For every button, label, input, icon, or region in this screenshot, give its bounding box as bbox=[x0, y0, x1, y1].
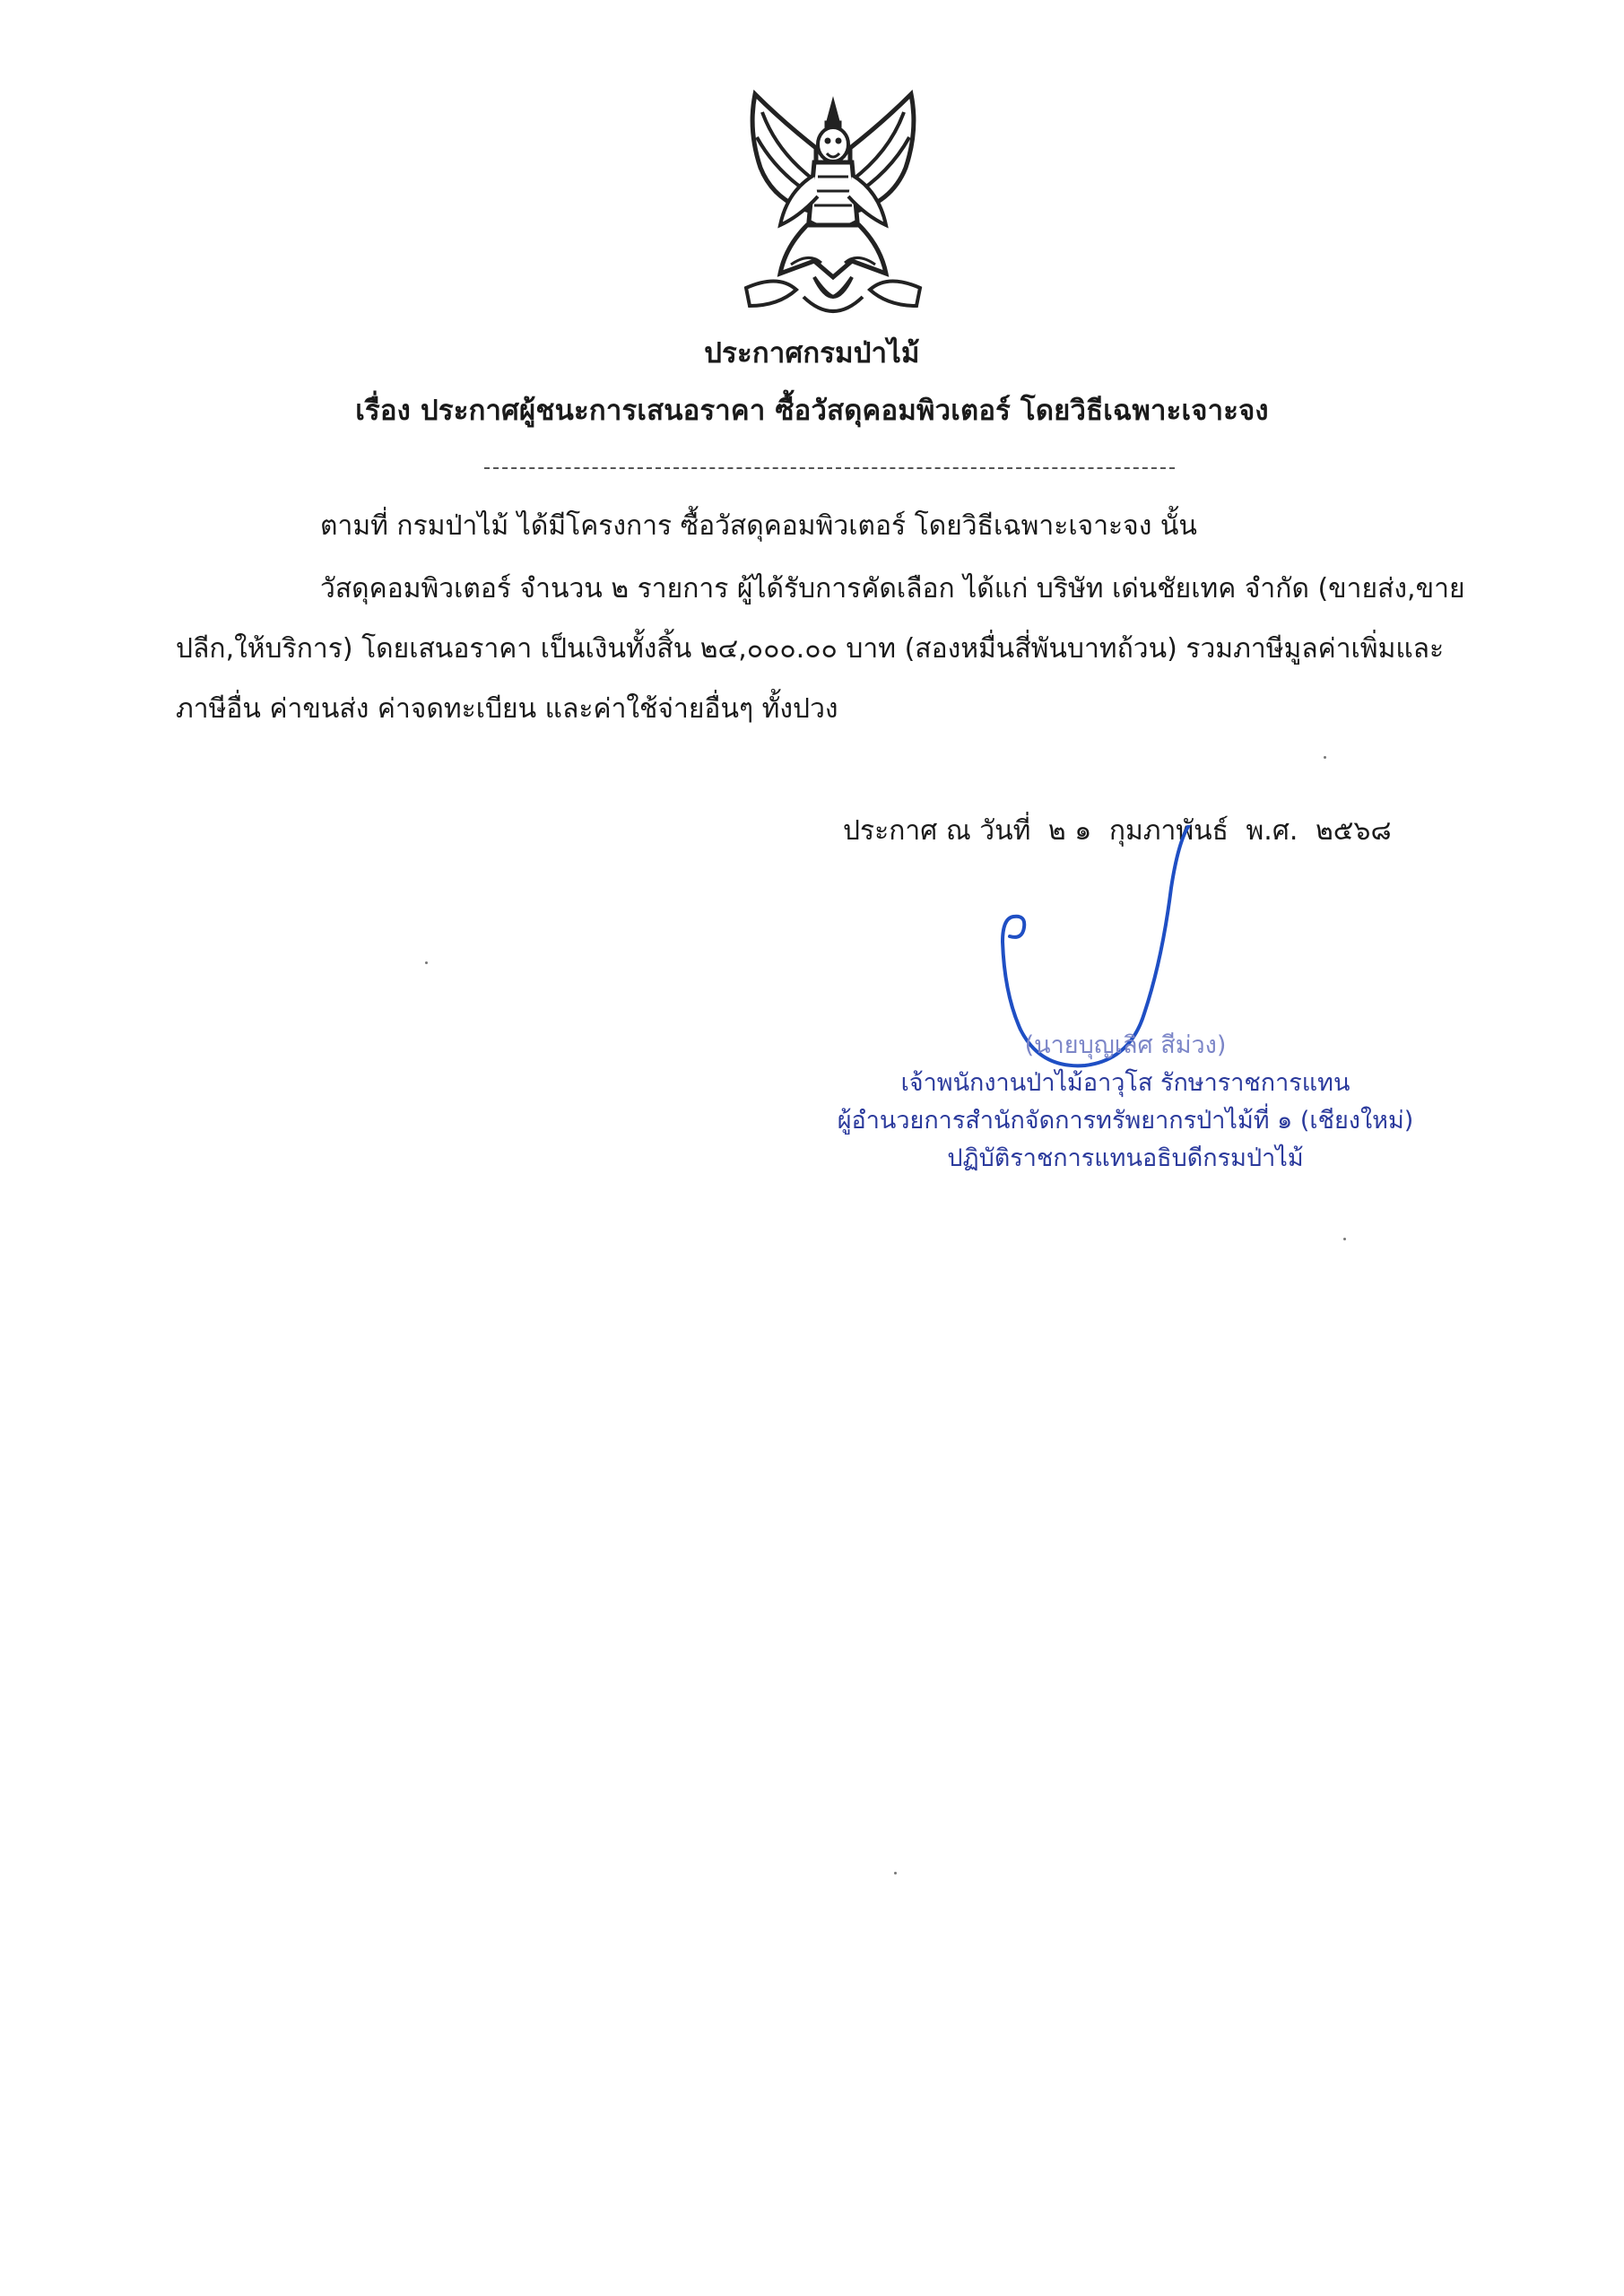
scan-speck bbox=[1343, 1238, 1346, 1240]
subject-line: เรื่อง ประกาศผู้ชนะการเสนอราคา ซื้อวัสดุคอมพิวเตอร์ โดยวิธีเฉพาะเจาะจง bbox=[355, 395, 1269, 427]
body-line-4: ภาษีอื่น ค่าขนส่ง ค่าจดทะเบียน และค่าใช้จ่ายอื่นๆ ทั้งปวง bbox=[176, 693, 838, 725]
scan-speck bbox=[1324, 756, 1326, 759]
body-line-2: วัสดุคอมพิวเตอร์ จำนวน ๒ รายการ ผู้ได้รับการคัดเลือก ได้แก่ บริษัท เด่นชัยเทค จำกัด (ขายส่ง,ขาย bbox=[320, 573, 1465, 604]
date-day: ๒ ๑ bbox=[1047, 815, 1092, 847]
body-line-1: ตามที่ กรมป่าไม้ ได้มีโครงการ ซื้อวัสดุคอมพิวเตอร์ โดยวิธีเฉพาะเจาะจง นั้น bbox=[320, 510, 1197, 542]
date-prefix: ประกาศ ณ วันที่ bbox=[843, 815, 1031, 847]
signer-position-3: ปฏิบัติราชการแทนอธิบดีกรมป่าไม้ bbox=[947, 1144, 1304, 1172]
signature-block bbox=[789, 1027, 1462, 1178]
garuda-emblem-icon bbox=[728, 85, 939, 329]
signer-position-1: เจ้าพนักงานป่าไม้อาวุโส รักษาราชการแทน bbox=[900, 1069, 1350, 1097]
scan-speck bbox=[894, 1872, 897, 1874]
date-month: กุมภาพันธ์ bbox=[1108, 815, 1229, 847]
date-era: พ.ศ. bbox=[1246, 815, 1298, 847]
title-divider bbox=[484, 467, 1175, 469]
body-line-3: ปลีก,ให้บริการ) โดยเสนอราคา เป็นเงินทั้งสิ้น ๒๔,๐๐๐.๐๐ บาท (สองหมื่นสี่พันบาทถ้วน) รวมภาษีมูลค่าเพิ่มและ bbox=[176, 633, 1445, 665]
signer-position-2: ผู้อำนวยการสำนักจัดการทรัพยากรป่าไม้ที่ ๑ (เชียงใหม่) bbox=[837, 1107, 1414, 1135]
scan-speck bbox=[425, 961, 428, 964]
signer-name: (นายบุญเลิศ สีม่วง) bbox=[1024, 1031, 1227, 1059]
date-year: ๒๕๖๘ bbox=[1315, 815, 1392, 847]
agency-title: ประกาศกรมป่าไม้ bbox=[704, 337, 920, 370]
